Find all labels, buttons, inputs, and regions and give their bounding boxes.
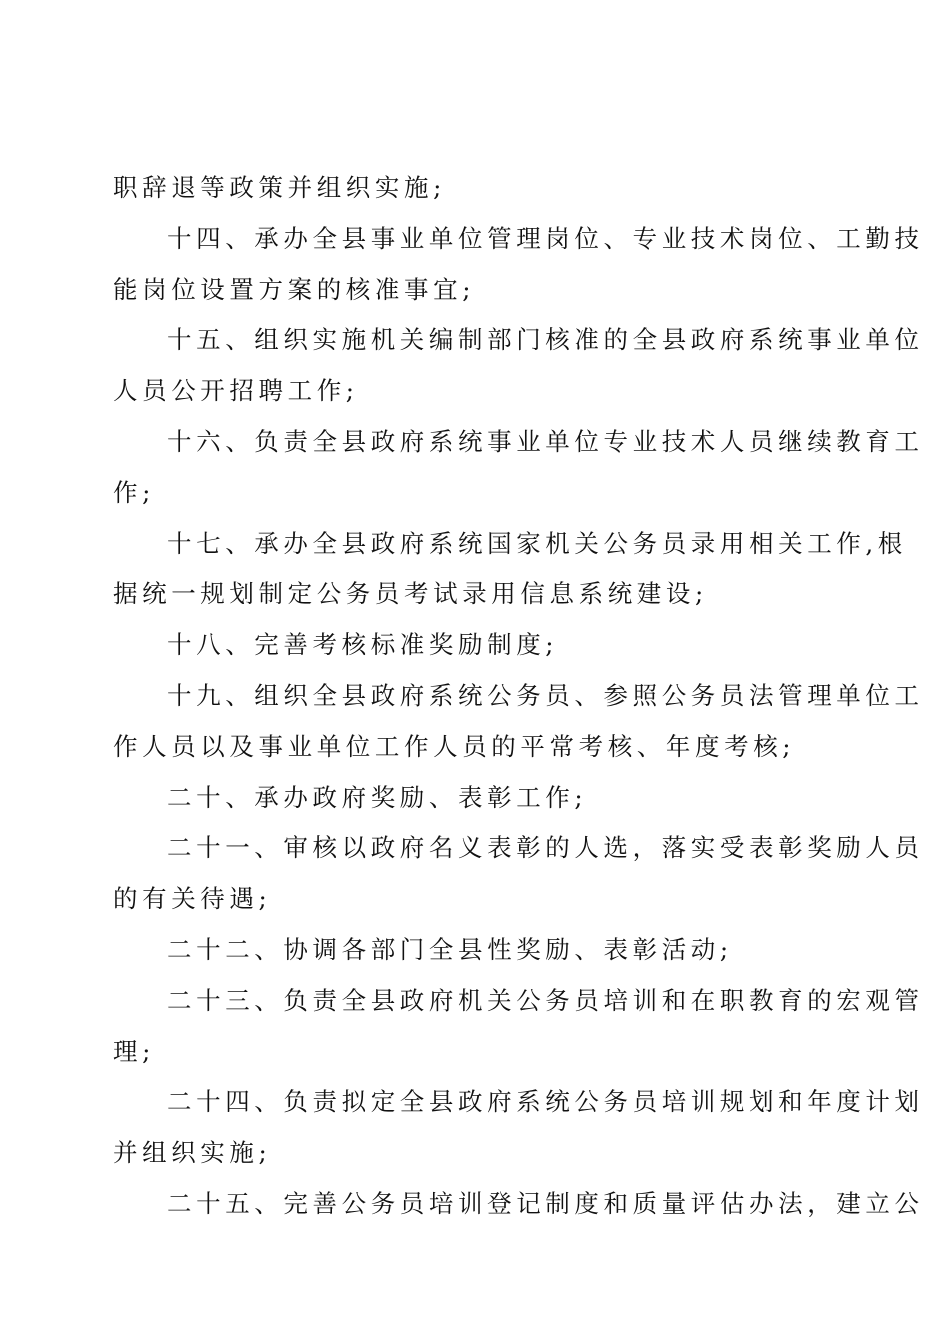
text-line-13: 二十、承办政府奖励、表彰工作; [167,782,588,812]
text-line-19: 二十四、负责拟定全县政府系统公务员培训规划和年度计划 [167,1087,924,1117]
text-line-8: 十七、承办全县政府系统国家机关公务员录用相关工作,根 [167,528,907,558]
text-line-15: 的有关待遇; [113,884,272,914]
text-line-3: 能岗位设置方案的核准事宜; [113,274,476,304]
text-line-7: 作; [113,477,155,507]
text-line-20: 并组织实施; [113,1138,272,1168]
text-line-6: 十六、负责全县政府系统事业单位专业技术人员继续教育工 [167,426,924,456]
text-line-9: 据统一规划制定公务员考试录用信息系统建设; [113,579,708,609]
text-line-2: 十四、承办全县事业单位管理岗位、专业技术岗位、工勤技 [167,223,924,253]
document-body [113,163,924,1230]
text-line-10: 十八、完善考核标准奖励制度; [167,630,559,660]
text-line-5: 人员公开招聘工作; [113,376,359,406]
text-line-16: 二十二、协调各部门全县性奖励、表彰活动; [167,934,733,964]
text-line-14: 二十一、审核以政府名义表彰的人选，落实受表彰奖励人员 [167,833,924,863]
text-line-4: 十五、组织实施机关编制部门核准的全县政府系统事业单位 [167,325,924,355]
text-line-11: 十九、组织全县政府系统公务员、参照公务员法管理单位工 [167,680,924,710]
text-line-18: 理; [113,1036,155,1066]
text-line-12: 作人员以及事业单位工作人员的平常考核、年度考核; [113,731,796,761]
text-line-21: 二十五、完善公务员培训登记制度和质量评估办法，建立公 [167,1188,924,1218]
text-line-1: 职辞退等政策并组织实施; [113,173,446,202]
text-line-17: 二十三、负责全县政府机关公务员培训和在职教育的宏观管 [167,985,924,1015]
